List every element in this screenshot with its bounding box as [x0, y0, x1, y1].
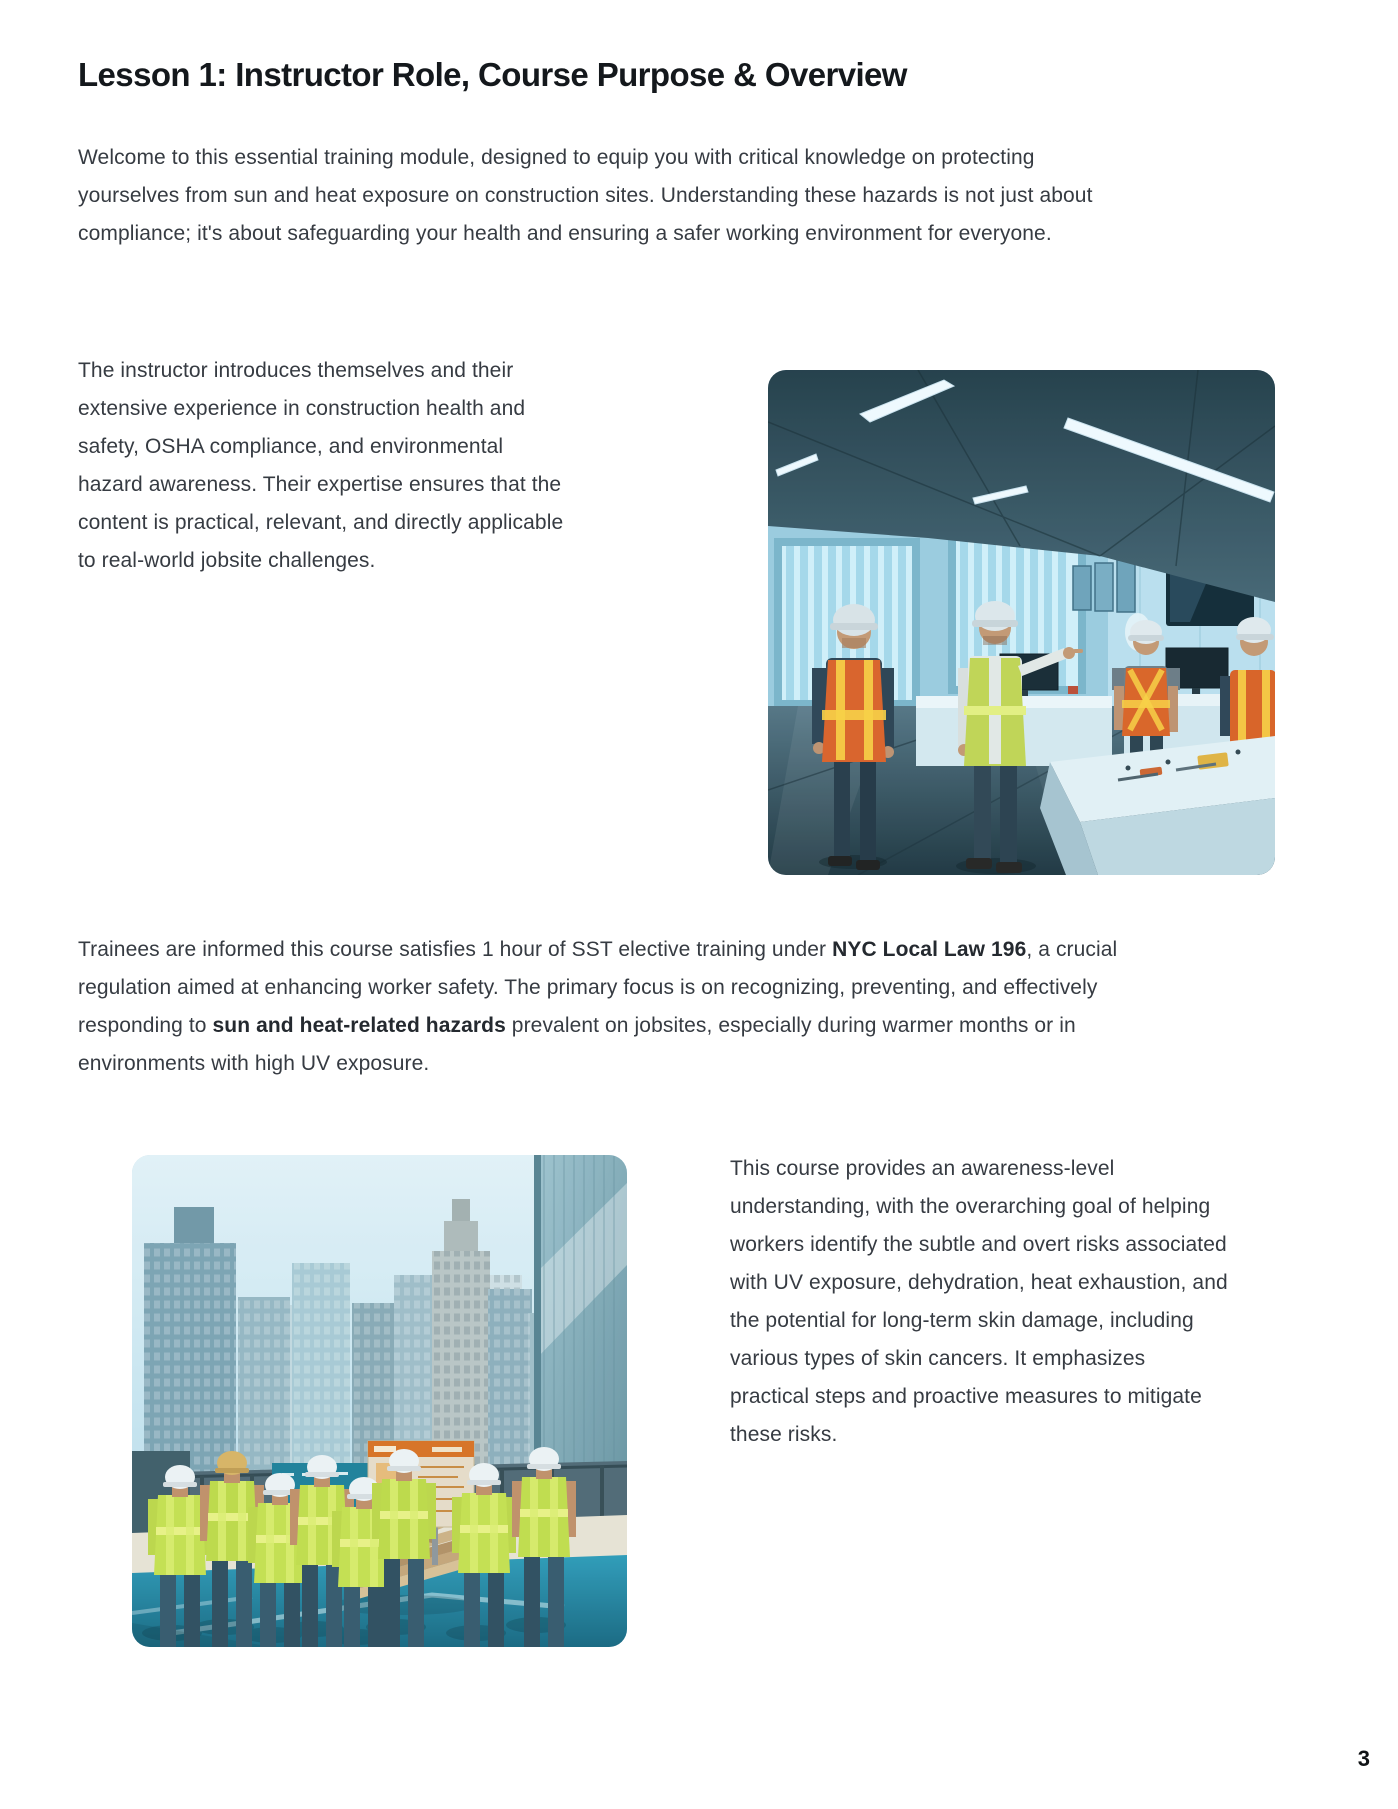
regulation-text-1: Trainees are informed this course satisfies 1 hour of SST elective training under: [78, 938, 833, 961]
regulation-paragraph: [78, 931, 1138, 1083]
regulation-text-3: prevalent on jobsites, especially during warmer months or in environments with high UV exposure.: [78, 1014, 1076, 1075]
intro-paragraph: Welcome to this essential training module, designed to equip you with critical knowledge on protecting yourselves from sun and heat exposure on construction sites. Understanding these hazards is not just about compliance; it's about safeguarding your health and ensuring a safer working environment for everyone.: [78, 146, 1093, 245]
page-title: Lesson 1: Instructor Role, Course Purpose & Overview: [78, 56, 907, 93]
jobsite-photo: [132, 1155, 627, 1647]
regulation-text-2: , a crucial regulation aimed at enhancing worker safety. The primary focus is on recognizing, preventing, and effectively responding to: [78, 938, 1118, 1037]
page-number: 3: [1357, 1746, 1370, 1771]
instructor-paragraph: The instructor introduces themselves and their extensive experience in construction health and safety, OSHA compliance, and environmental hazard awareness. Their expertise ensures that the content is practical, relevant, and directly applicable to real-world jobsite challenges.: [78, 359, 564, 572]
jobsite-illustration: [132, 1155, 627, 1647]
training-room-photo: [768, 370, 1275, 875]
course-goal-paragraph: This course provides an awareness-level understanding, with the overarching goal of helping workers identify the subtle and overt risks associated with UV exposure, dehydration, heat exhaustion, and the potential for long-term skin damage, including various types of skin cancers. It emphasizes practical steps and proactive measures to mitigate these risks.: [730, 1157, 1228, 1446]
training-room-illustration: [768, 370, 1275, 875]
regulation-bold-law: NYC Local Law 196: [832, 938, 1027, 961]
regulation-bold-hazards: sun and heat-related hazards: [212, 1014, 506, 1037]
